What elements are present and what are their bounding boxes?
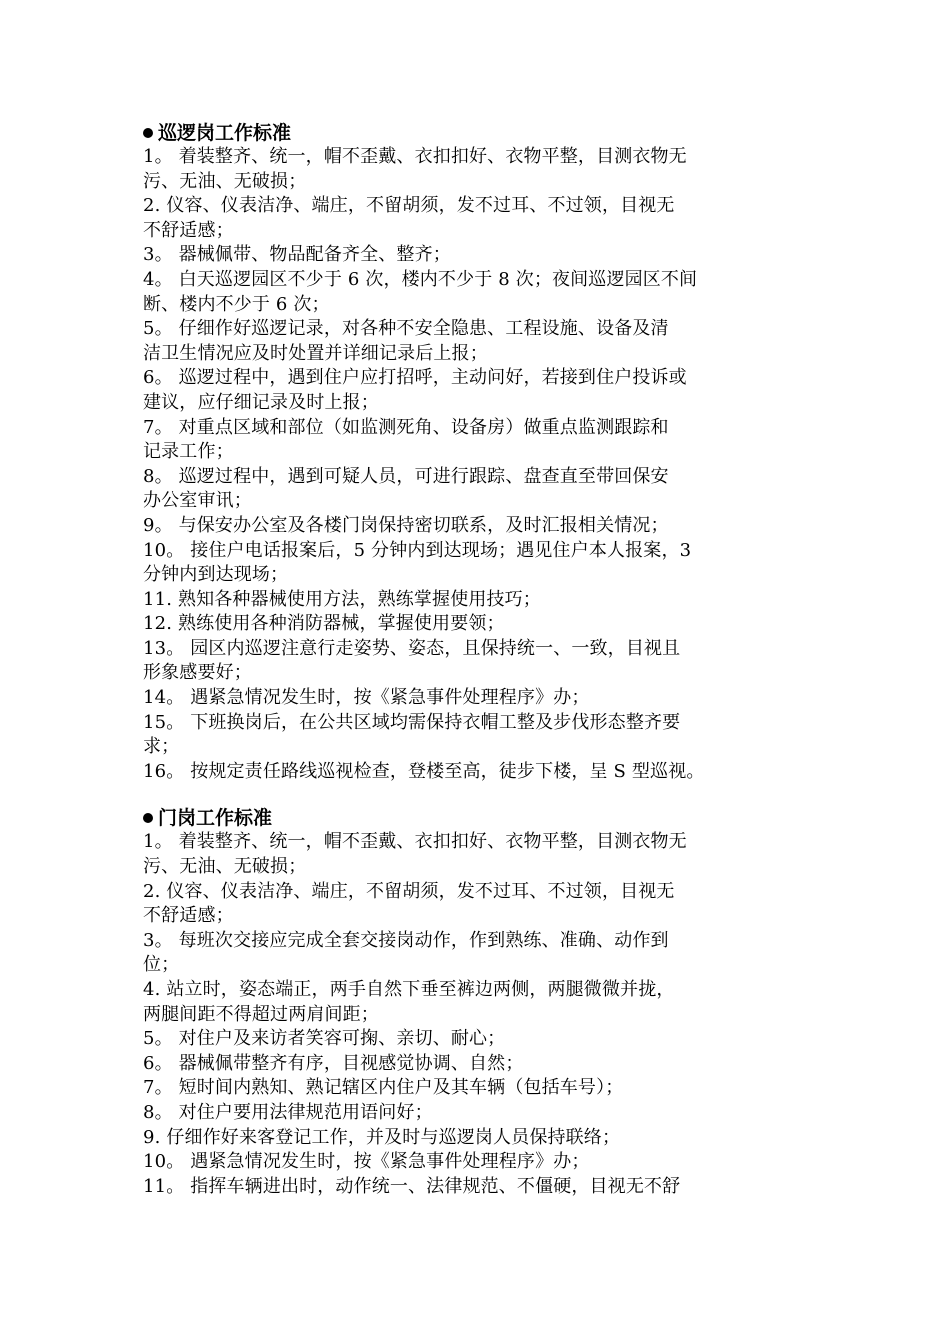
text-line: 5。 仔细作好巡逻记录，对各种不安全隐患、工程设施、设备及清 xyxy=(143,318,669,340)
section-heading xyxy=(143,806,843,830)
bullet-icon xyxy=(143,128,153,138)
text-line: 9。 与保安办公室及各楼门岗保持密切联系，及时汇报相关情况； xyxy=(143,514,669,536)
text-line: 9. 仔细作好来客登记工作，并及时与巡逻岗人员保持联络； xyxy=(143,1126,621,1148)
text-line: 记录工作； xyxy=(143,441,234,463)
text-line: 7。 对重点区域和部位（如监测死角、设备房）做重点监测跟踪和 xyxy=(143,416,669,438)
text-line: 4。 白天巡逻园区不少于 6 次，楼内不少于 8 次；夜间巡逻园区不间 xyxy=(143,268,698,290)
text-line: 位； xyxy=(143,954,180,976)
section-title: 巡逻岗工作标准 xyxy=(158,122,292,144)
text-line: 3。 器械佩带、物品配备齐全、整齐； xyxy=(143,244,451,266)
text-line: 8。 巡逻过程中，遇到可疑人员，可进行跟踪、盘查直至带回保安 xyxy=(143,465,669,487)
text-line: 16。 按规定责任路线巡视检查，登楼至高，徒步下楼，呈 S 型巡视。 xyxy=(143,760,705,782)
section-heading xyxy=(143,121,843,145)
text-line: 2. 仪容、仪表洁净、端庄，不留胡须，发不过耳、不过领，目视无 xyxy=(143,880,675,902)
text-line: 不舒适感； xyxy=(143,905,234,927)
text-line: 断、楼内不少于 6 次； xyxy=(143,293,330,315)
text-line: 6。 巡逻过程中，遇到住户应打招呼，主动问好，若接到住户投诉或 xyxy=(143,367,687,389)
text-line: 1。 着装整齐、统一，帽不歪戴、衣扣扣好、衣物平整，目测衣物无 xyxy=(143,146,687,167)
text-line: 10。 接住户电话报案后，5 分钟内到达现场；遇见住户本人报案，3 xyxy=(143,539,692,561)
text-line: 污、无油、无破损； xyxy=(143,856,307,878)
text-line: 两腿间距不得超过两肩间距； xyxy=(143,1003,379,1025)
patrol-post-standards-section xyxy=(143,121,843,784)
text-line: 建议，应仔细记录及时上报； xyxy=(143,391,379,413)
gate-post-standards-section xyxy=(143,806,843,1199)
text-line: 8。 对住户要用法律规范用语问好； xyxy=(143,1101,433,1123)
text-line: 洁卫生情况应及时处置并详细记录后上报； xyxy=(143,342,488,364)
text-line: 10。 遇紧急情况发生时，按《紧急事件处理程序》办； xyxy=(143,1151,590,1173)
bullet-icon xyxy=(143,813,153,823)
text-line: 4. 站立时，姿态端正，两手自然下垂至裤边两侧，两腿微微并拢， xyxy=(143,979,675,1000)
text-line: 1。 着装整齐、统一，帽不歪戴、衣扣扣好、衣物平整，目测衣物无 xyxy=(143,831,687,853)
text-line: 6。 器械佩带整齐有序，目视感觉协调、自然； xyxy=(143,1052,524,1074)
section-title: 门岗工作标准 xyxy=(158,807,273,830)
text-line: 形象感要好； xyxy=(143,662,252,684)
document-page xyxy=(143,121,843,1199)
text-line: 分钟内到达现场； xyxy=(143,564,289,586)
text-line: 不舒适感； xyxy=(143,219,234,241)
text-line: 求； xyxy=(143,736,180,758)
text-line: 3。 每班次交接应完成全套交接岗动作，作到熟练、准确、动作到 xyxy=(143,929,669,951)
text-line: 15。 下班换岗后，在公共区域均需保持衣帽工整及步伐形态整齐要 xyxy=(143,711,681,733)
text-line: 14。 遇紧急情况发生时，按《紧急事件处理程序》办； xyxy=(143,687,590,709)
text-line: 13。 园区内巡逻注意行走姿势、姿态，且保持统一、一致，目视且 xyxy=(143,637,681,659)
text-line: 办公室审讯； xyxy=(143,490,252,512)
text-line: 5。 对住户及来访者笑容可掬、亲切、耐心； xyxy=(143,1028,506,1050)
text-line: 7。 短时间内熟知、熟记辖区内住户及其车辆（包括车号）； xyxy=(143,1077,624,1099)
text-line: 12. 熟练使用各种消防器械，掌握使用要领； xyxy=(143,613,505,635)
text-line: 11。 指挥车辆进出时，动作统一、法律规范、不僵硬，目视无不舒 xyxy=(143,1175,681,1197)
text-line: 2. 仪容、仪表洁净、端庄，不留胡须，发不过耳、不过领，目视无 xyxy=(143,195,675,217)
text-line: 11. 熟知各种器械使用方法，熟练掌握使用技巧； xyxy=(143,588,541,610)
text-line: 污、无油、无破损； xyxy=(143,170,307,192)
